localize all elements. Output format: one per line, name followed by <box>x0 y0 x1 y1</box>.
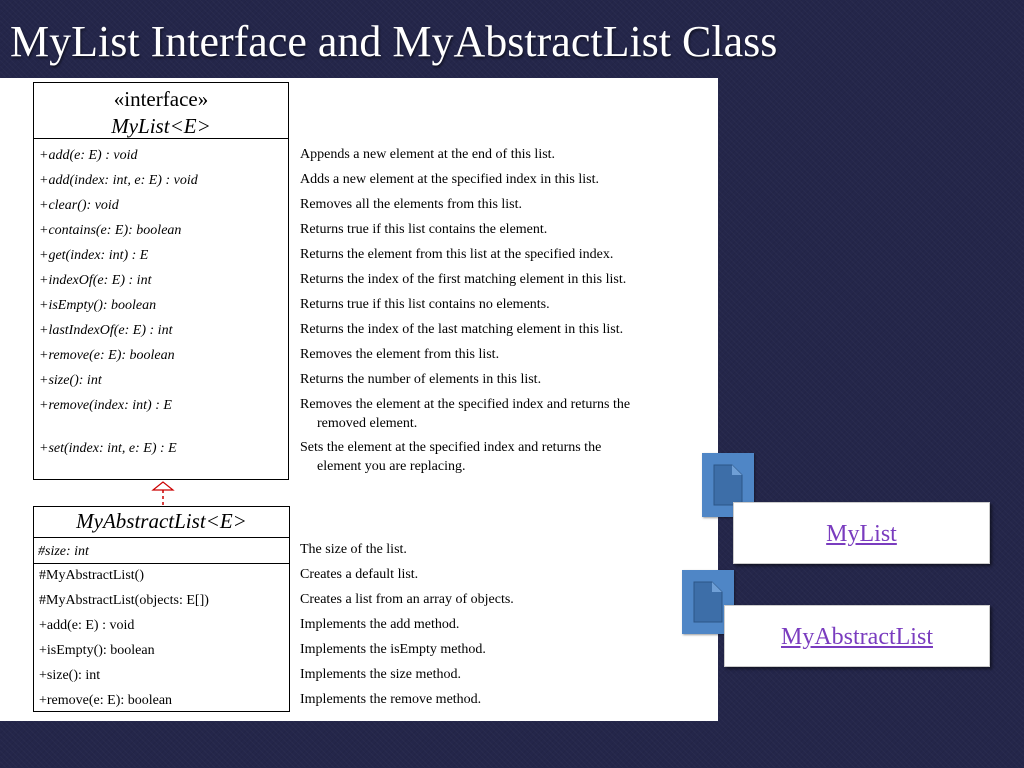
description-line: Returns true if this list contains no elements. <box>300 297 550 312</box>
interface-method: +lastIndexOf(e: E) : int <box>39 323 173 338</box>
description-line: Removes the element at the specified index and returns the <box>300 397 631 412</box>
class-method: +isEmpty(): boolean <box>39 643 155 658</box>
method-description <box>300 370 541 389</box>
slide-title: MyList Interface and MyAbstractList Class <box>10 17 778 66</box>
class-name: MyAbstractList<E> <box>34 507 289 538</box>
method-description: Implements the size method. <box>300 667 461 682</box>
interface-method: +set(index: int, e: E) : E <box>39 441 177 456</box>
uml-diagram-panel <box>0 78 718 721</box>
method-description <box>300 270 626 289</box>
interface-method: +add(index: int, e: E) : void <box>39 173 198 188</box>
field-description: The size of the list. <box>300 542 407 557</box>
realization-arrow <box>150 480 176 508</box>
description-line: Returns the index of the first matching element in this list. <box>300 272 627 287</box>
description-line: removed element. <box>317 416 418 431</box>
interface-method: +remove(e: E): boolean <box>39 348 175 363</box>
method-description <box>300 195 522 214</box>
description-line: Returns the number of elements in this list. <box>300 372 542 387</box>
interface-header <box>34 83 288 139</box>
method-description: Implements the remove method. <box>300 692 482 707</box>
interface-method: +contains(e: E): boolean <box>39 223 182 238</box>
myabstractlist-link[interactable]: MyAbstractList <box>781 624 933 650</box>
class-method: #MyAbstractList() <box>39 568 144 583</box>
class-method: +add(e: E) : void <box>39 618 135 633</box>
interface-method: +isEmpty(): boolean <box>39 298 157 313</box>
interface-method: +indexOf(e: E) : int <box>39 273 152 288</box>
interface-method: +clear(): void <box>39 198 119 213</box>
mylist-link-box <box>733 502 990 564</box>
class-method: +remove(e: E): boolean <box>39 693 173 708</box>
method-description <box>300 220 547 239</box>
method-description <box>300 345 499 364</box>
description-line: Removes all the elements from this list. <box>300 197 523 212</box>
interface-method: +remove(index: int) : E <box>39 398 172 413</box>
interface-name: MyList<E> <box>111 114 211 138</box>
method-description: Creates a list from an array of objects. <box>300 592 514 607</box>
method-description: Implements the isEmpty method. <box>300 642 486 657</box>
description-line: Removes the element from this list. <box>300 347 500 362</box>
description-line: Returns the element from this list at the specified index. <box>300 247 614 262</box>
mylist-link[interactable]: MyList <box>826 521 897 547</box>
method-description <box>300 170 599 189</box>
description-line: Returns true if this list contains the element. <box>300 222 548 237</box>
myabstractlist-link-box <box>724 605 990 667</box>
class-method: +size(): int <box>39 668 101 683</box>
interface-method: +size(): int <box>39 373 102 388</box>
class-method: #MyAbstractList(objects: E[]) <box>39 593 209 608</box>
description-line: element you are replacing. <box>317 459 466 474</box>
method-description <box>300 295 550 314</box>
method-description: Implements the add method. <box>300 617 460 632</box>
interface-stereotype: «interface» <box>113 87 209 111</box>
description-line: Returns the index of the last matching element in this list. <box>300 322 624 337</box>
description-line: Adds a new element at the specified index in this list. <box>300 172 599 187</box>
method-description <box>300 395 630 433</box>
method-description <box>300 438 601 476</box>
method-description <box>300 245 613 264</box>
description-line: Appends a new element at the end of this list. <box>300 147 556 162</box>
class-field: #size: int <box>34 538 289 564</box>
method-description <box>300 145 555 164</box>
method-description <box>300 320 623 339</box>
method-description: Creates a default list. <box>300 567 419 582</box>
interface-method: +get(index: int) : E <box>39 248 149 263</box>
interface-method: +add(e: E) : void <box>39 148 138 163</box>
description-line: Sets the element at the specified index and returns the <box>300 440 602 455</box>
